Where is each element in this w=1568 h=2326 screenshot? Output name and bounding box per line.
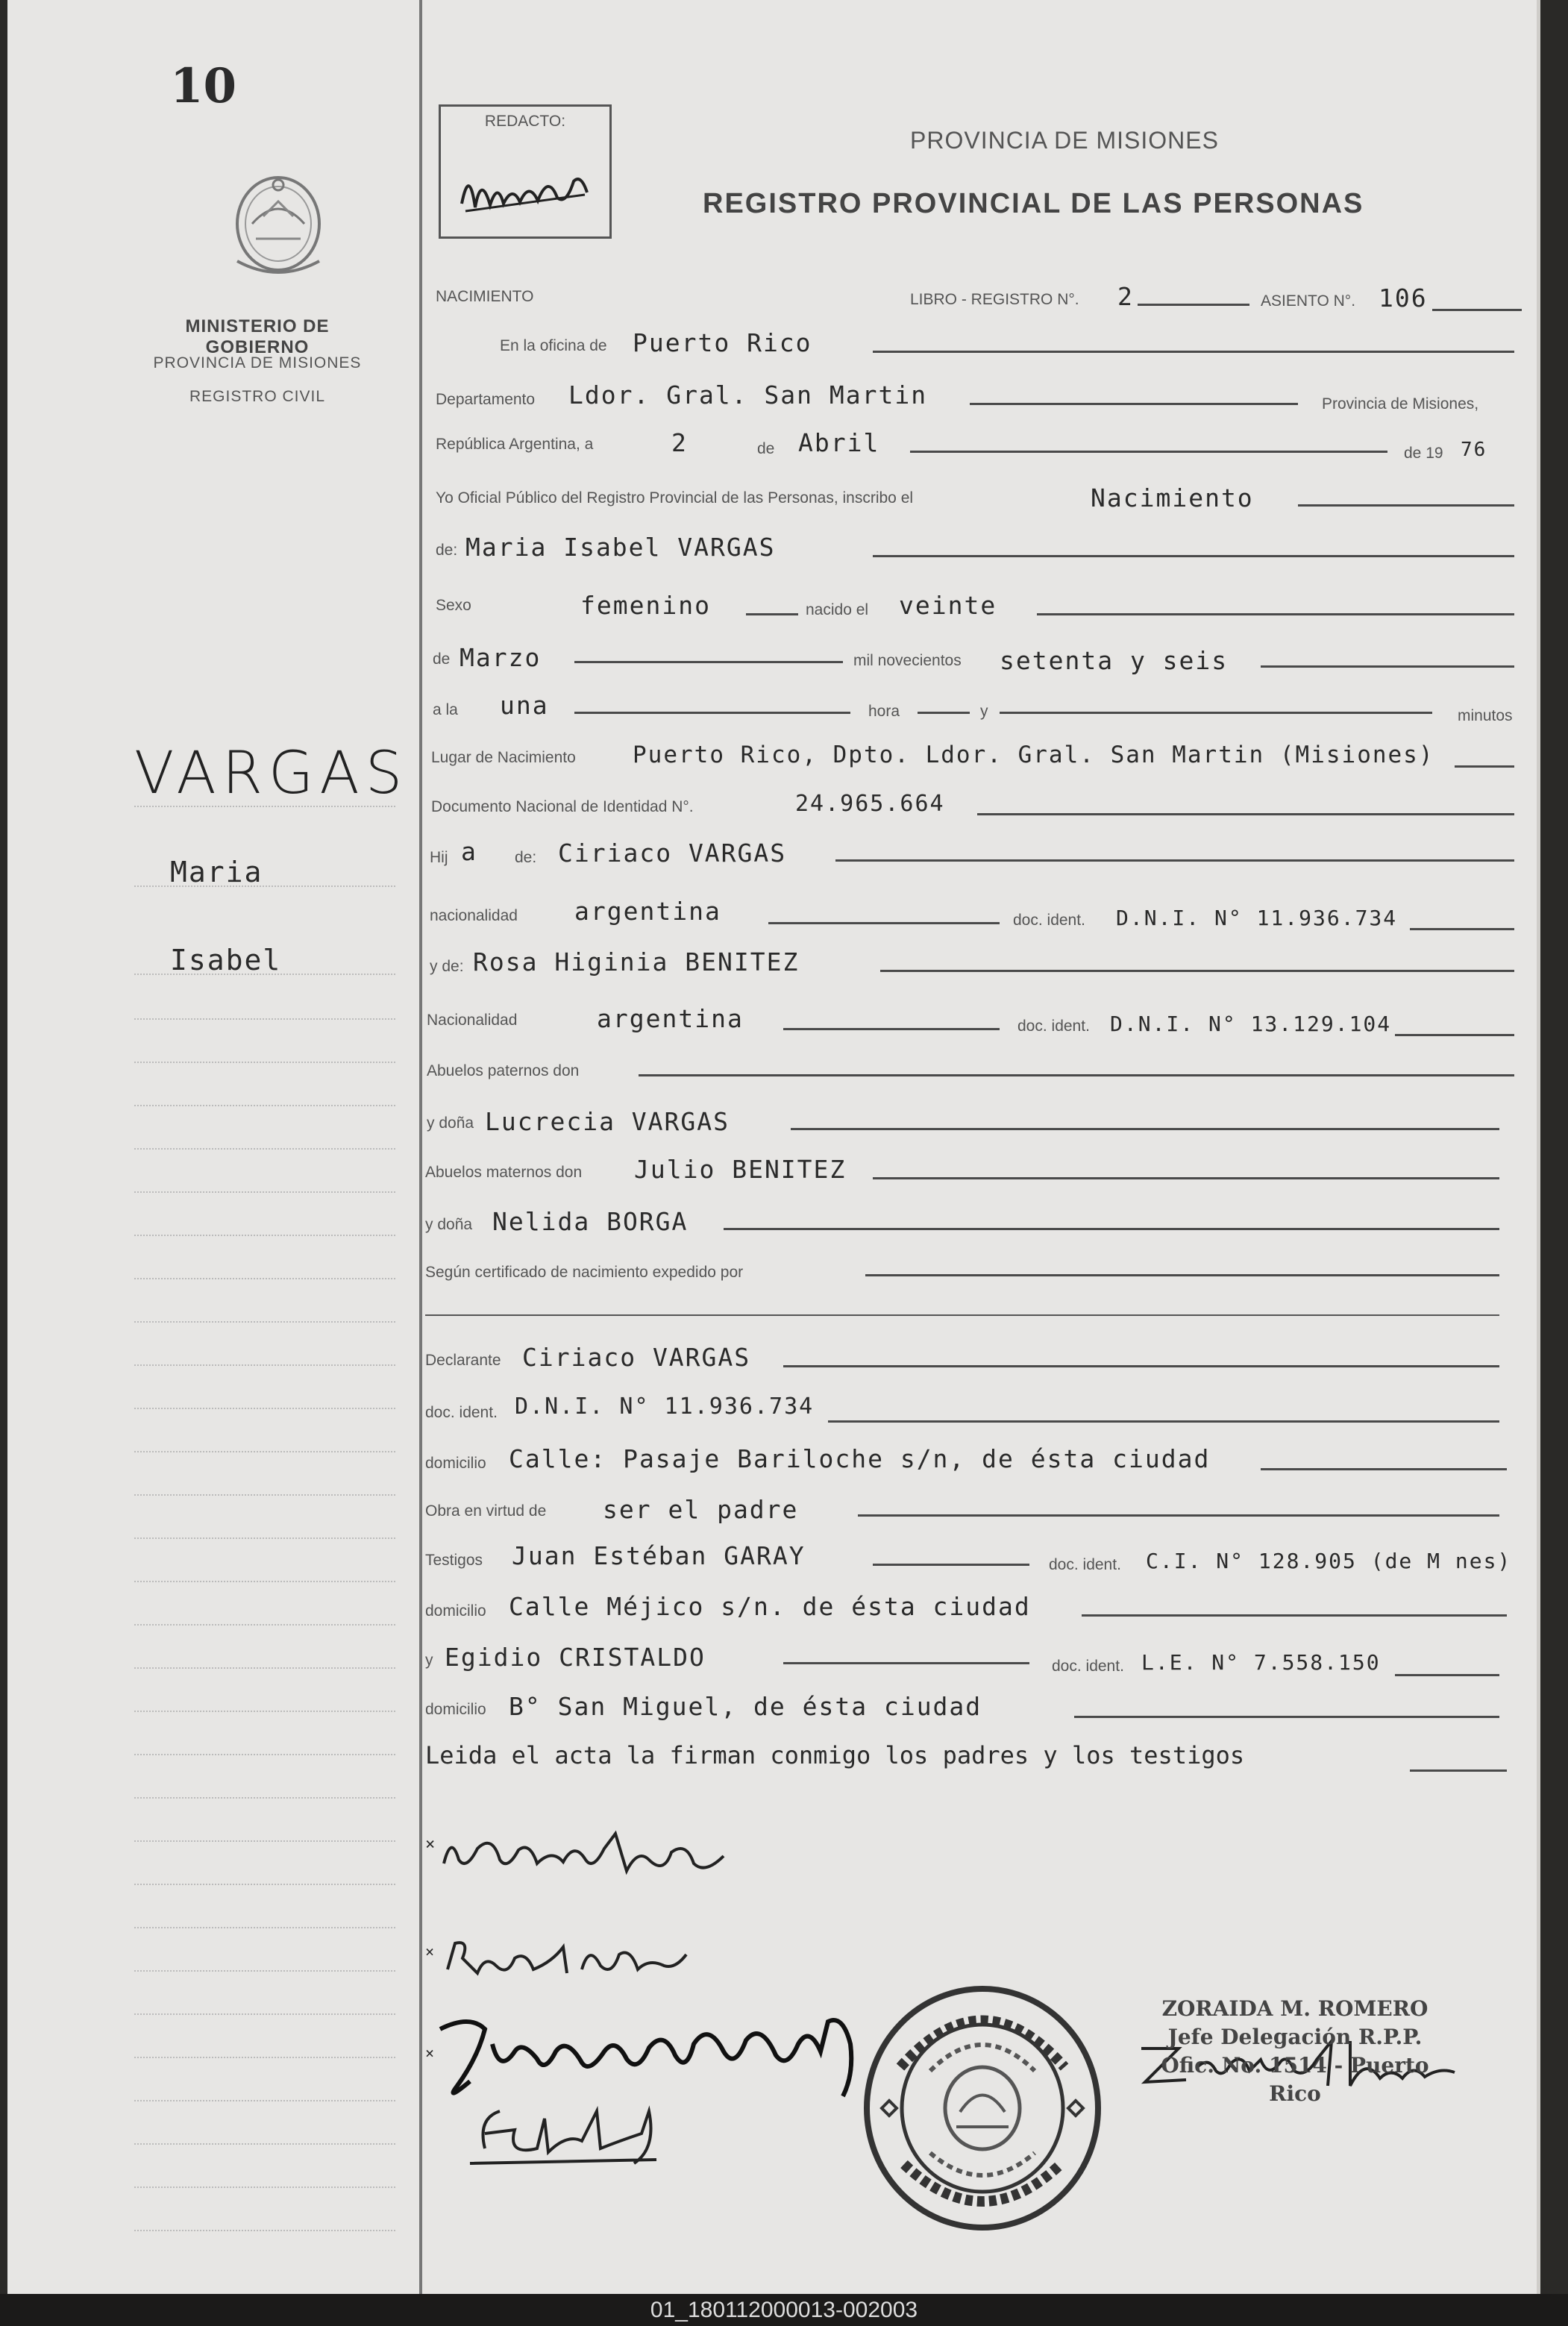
fill-line <box>746 613 798 615</box>
signature-1 <box>433 1819 746 1886</box>
fill-line <box>1138 304 1249 306</box>
margin-surname: VARGAS <box>134 740 409 807</box>
margin-rule <box>134 1062 395 1063</box>
fill-line <box>1261 1468 1507 1470</box>
obra-label: Obra en virtud de <box>425 1502 547 1520</box>
margin-rule <box>134 1321 395 1323</box>
fill-line <box>918 712 970 714</box>
margin-rule <box>134 1105 395 1106</box>
signature-3 <box>425 1999 888 2104</box>
obra-value: ser el padre <box>603 1495 799 1524</box>
t1-dom-value: Calle Méjico s/n. de ésta ciudad <box>509 1592 1031 1621</box>
departamento-value: Ldor. Gral. San Martin <box>568 380 928 410</box>
margin-rule <box>134 2100 395 2101</box>
dia-nac-value: veinte <box>899 591 997 620</box>
y-de-label: y de: <box>430 958 464 975</box>
margin-rule <box>134 1840 395 1842</box>
margin-rule <box>134 2186 395 2188</box>
image-code: 01_180112000013-002003 <box>0 2294 1568 2326</box>
fill-line <box>828 1420 1499 1423</box>
hijo-suffix: a <box>461 837 477 866</box>
margin-rule <box>134 1494 395 1496</box>
y-label: y <box>980 703 988 720</box>
provincial-emblem-icon <box>222 172 334 291</box>
libro-label: LIBRO - REGISTRO N°. <box>910 291 1079 308</box>
nacido-label: nacido el <box>806 601 869 618</box>
margin-rule <box>134 2057 395 2058</box>
fill-line <box>858 1514 1499 1517</box>
decl-doc-value: D.N.I. N° 11.936.734 <box>515 1394 815 1420</box>
y-dona-mat-label: y doña <box>425 1216 473 1233</box>
doc-padre-label: doc. ident. <box>1013 912 1085 929</box>
official-name: ZORAIDA M. ROMERO <box>1161 1996 1429 2021</box>
t1-dom-label: domicilio <box>425 1602 486 1620</box>
official-stamp <box>1138 1995 1452 2108</box>
t2-doc-label: doc. ident. <box>1052 1658 1124 1675</box>
fill-line <box>768 922 1000 924</box>
margin-rule <box>134 1754 395 1755</box>
dni-label: Documento Nacional de Identidad N°. <box>431 798 694 815</box>
signature-mark: × <box>425 1943 436 1960</box>
hora-value: una <box>500 691 549 720</box>
fill-line <box>977 813 1514 815</box>
nac-madre-label: Nacionalidad <box>427 1012 518 1029</box>
binding-rule <box>419 0 422 2294</box>
oficina-value: Puerto Rico <box>633 328 812 357</box>
t1-doc-value: C.I. N° 128.905 (de M nes) <box>1146 1549 1512 1573</box>
fill-line <box>1261 665 1514 668</box>
de-nombre-label: de: <box>436 542 458 559</box>
ministry-title: MINISTERIO DE GOBIERNO <box>185 316 330 357</box>
dni-value: 24.965.664 <box>795 791 945 817</box>
fill-line <box>880 970 1514 972</box>
official-role: Jefe Delegación R.P.P. <box>1167 2025 1423 2049</box>
fill-line <box>783 1028 1000 1030</box>
fill-line <box>783 1662 1029 1664</box>
fill-line <box>1410 1769 1507 1772</box>
fill-line <box>873 1564 1029 1566</box>
margin-rule <box>134 1711 395 1712</box>
sexo-label: Sexo <box>436 597 471 614</box>
margin-rule <box>134 1018 395 1020</box>
margin-rule <box>134 1408 395 1409</box>
ministry-registry: REGISTRO CIVIL <box>189 388 326 405</box>
y-dona-label: y doña <box>427 1115 474 1132</box>
redacto-signature <box>454 151 596 226</box>
abuela-pat-value: Lucrecia VARGAS <box>485 1107 730 1136</box>
margin-rule <box>134 1797 395 1799</box>
margin-rule <box>134 1537 395 1539</box>
fill-line <box>873 1177 1499 1179</box>
testigos-label: Testigos <box>425 1552 483 1569</box>
abuela-mat-value: Nelida BORGA <box>492 1207 689 1236</box>
fill-line <box>1455 765 1514 768</box>
t2-dom-label: domicilio <box>425 1701 486 1718</box>
official-office: Ofic. No. 1514 - Puerto Rico <box>1161 2053 1429 2106</box>
fill-line <box>639 1074 1514 1076</box>
official-seal-icon <box>859 1981 1106 2235</box>
margin-rule <box>134 1278 395 1279</box>
asiento-value: 106 <box>1379 283 1428 313</box>
abuelo-mat-value: Julio BENITEZ <box>634 1155 847 1184</box>
hijo-de-label: de: <box>515 849 537 866</box>
mes-value: Abril <box>798 428 880 457</box>
abuelos-pat-label: Abuelos paternos don <box>427 1062 580 1079</box>
libro-value: 2 <box>1117 282 1134 311</box>
oficina-label: En la oficina de <box>500 337 607 354</box>
acto-value: Nacimiento <box>1091 483 1254 512</box>
fill-line <box>970 403 1298 405</box>
fill-line <box>783 1365 1499 1367</box>
margin-second-name: Isabel <box>170 944 282 977</box>
fill-line <box>1000 712 1432 714</box>
margin-rule <box>134 1148 395 1150</box>
nac-madre-value: argentina <box>597 1004 744 1033</box>
minutos-label: minutos <box>1458 707 1513 724</box>
sexo-value: femenino <box>580 591 711 620</box>
nac-padre-value: argentina <box>574 897 721 926</box>
margin-rule <box>134 1667 395 1669</box>
hijo-label: Hij <box>430 849 448 866</box>
margin-rule <box>134 1624 395 1626</box>
fill-line <box>1074 1716 1499 1718</box>
margin-first-name: Maria <box>170 856 263 888</box>
margin-rule <box>134 1581 395 1582</box>
testigo1-value: Juan Estéban GARAY <box>512 1541 806 1570</box>
margin-rule <box>134 1451 395 1452</box>
fill-line <box>1037 613 1514 615</box>
dia-value: 2 <box>671 428 688 457</box>
doc-madre-value: D.N.I. N° 13.129.104 <box>1110 1012 1392 1036</box>
page-number: 10 <box>170 58 237 114</box>
anio-value: 76 <box>1461 439 1487 461</box>
redacto-box <box>439 104 612 239</box>
margin-rule <box>134 1191 395 1193</box>
fill-line <box>910 451 1387 453</box>
nombre-value: Maria Isabel VARGAS <box>465 533 776 562</box>
signature-mark: × <box>425 2044 436 2062</box>
declarante-label: Declarante <box>425 1352 501 1369</box>
fill-line <box>574 712 850 714</box>
fill-line <box>724 1228 1499 1230</box>
signature-mark: × <box>425 1835 437 1854</box>
de-anio-label: de 19 <box>1404 445 1443 462</box>
de-mes-label: de <box>433 651 451 668</box>
mes-nac-value: Marzo <box>460 643 542 672</box>
fill-line <box>1082 1614 1507 1617</box>
y-testigo2-label: y <box>425 1652 433 1669</box>
doc-madre-label: doc. ident. <box>1017 1018 1090 1035</box>
anio-nac-value: setenta y seis <box>1000 646 1229 675</box>
fill-line <box>835 859 1514 862</box>
margin-rule <box>134 2230 395 2231</box>
republica-label: República Argentina, a <box>436 436 594 453</box>
nac-padre-label: nacionalidad <box>430 907 518 924</box>
margin-rule <box>134 1970 395 1972</box>
mil-label: mil novecientos <box>853 652 962 669</box>
ministry-province: PROVINCIA DE MISIONES <box>153 354 362 372</box>
departamento-label: Departamento <box>436 391 536 408</box>
fill-line <box>1298 504 1514 507</box>
t2-doc-value: L.E. N° 7.558.150 <box>1141 1650 1381 1675</box>
record-type-label: NACIMIENTO <box>436 288 534 305</box>
fill-line <box>1410 928 1514 930</box>
hora-label: hora <box>868 703 900 720</box>
madre-value: Rosa Higinia BENITEZ <box>473 947 800 977</box>
register-page <box>7 0 1540 2294</box>
province-title: PROVINCIA DE MISIONES <box>910 127 1219 154</box>
fill-line <box>1395 1674 1499 1676</box>
de-label: de <box>757 440 775 457</box>
registry-title: REGISTRO PROVINCIAL DE LAS PERSONAS <box>703 188 1364 219</box>
margin-rule <box>134 1364 395 1366</box>
oficial-label: Yo Oficial Público del Registro Provincial de las Personas, inscribo el <box>436 489 914 507</box>
blank-line <box>425 1314 1499 1316</box>
signature-2 <box>440 1932 694 1984</box>
a-la-label: a la <box>433 701 458 718</box>
page-edge <box>1537 0 1540 2294</box>
margin-rule <box>134 1235 395 1236</box>
margin-rule <box>134 1884 395 1885</box>
padre-value: Ciriaco VARGAS <box>558 838 787 868</box>
fill-line <box>1395 1034 1514 1036</box>
declarante-value: Ciriaco VARGAS <box>522 1343 751 1372</box>
t1-doc-label: doc. ident. <box>1049 1556 1121 1573</box>
lugar-value: Puerto Rico, Dpto. Ldor. Gral. San Martin (Misiones) <box>633 742 1434 768</box>
fill-line <box>873 351 1514 353</box>
testigo2-value: Egidio CRISTALDO <box>445 1643 706 1672</box>
doc-padre-value: D.N.I. N° 11.936.734 <box>1116 906 1398 930</box>
margin-rule <box>134 1927 395 1928</box>
t2-dom-value: B° San Miguel, de ésta ciudad <box>509 1692 982 1721</box>
margin-rule <box>134 2013 395 2015</box>
domicilio-label: domicilio <box>425 1455 486 1472</box>
signature-4 <box>455 2089 679 2171</box>
abuelos-mat-label: Abuelos maternos don <box>425 1164 583 1181</box>
fill-line <box>1432 309 1522 311</box>
provincia-label: Provincia de Misiones, <box>1322 395 1479 413</box>
fill-line <box>873 555 1514 557</box>
fill-line <box>865 1274 1499 1276</box>
domicilio-value: Calle: Pasaje Bariloche s/n, de ésta ciudad <box>509 1444 1211 1473</box>
fill-line <box>791 1128 1499 1130</box>
asiento-label: ASIENTO N°. <box>1261 292 1356 310</box>
fill-line <box>574 661 843 663</box>
decl-doc-label: doc. ident. <box>425 1404 498 1421</box>
lugar-label: Lugar de Nacimiento <box>431 749 576 766</box>
redacto-label: REDACTO: <box>484 113 566 130</box>
certificado-label: Según certificado de nacimiento expedido por <box>425 1264 744 1281</box>
cierre-text: Leida el acta la firman conmigo los padres y los testigos <box>425 1741 1245 1769</box>
margin-rule <box>134 2143 395 2145</box>
